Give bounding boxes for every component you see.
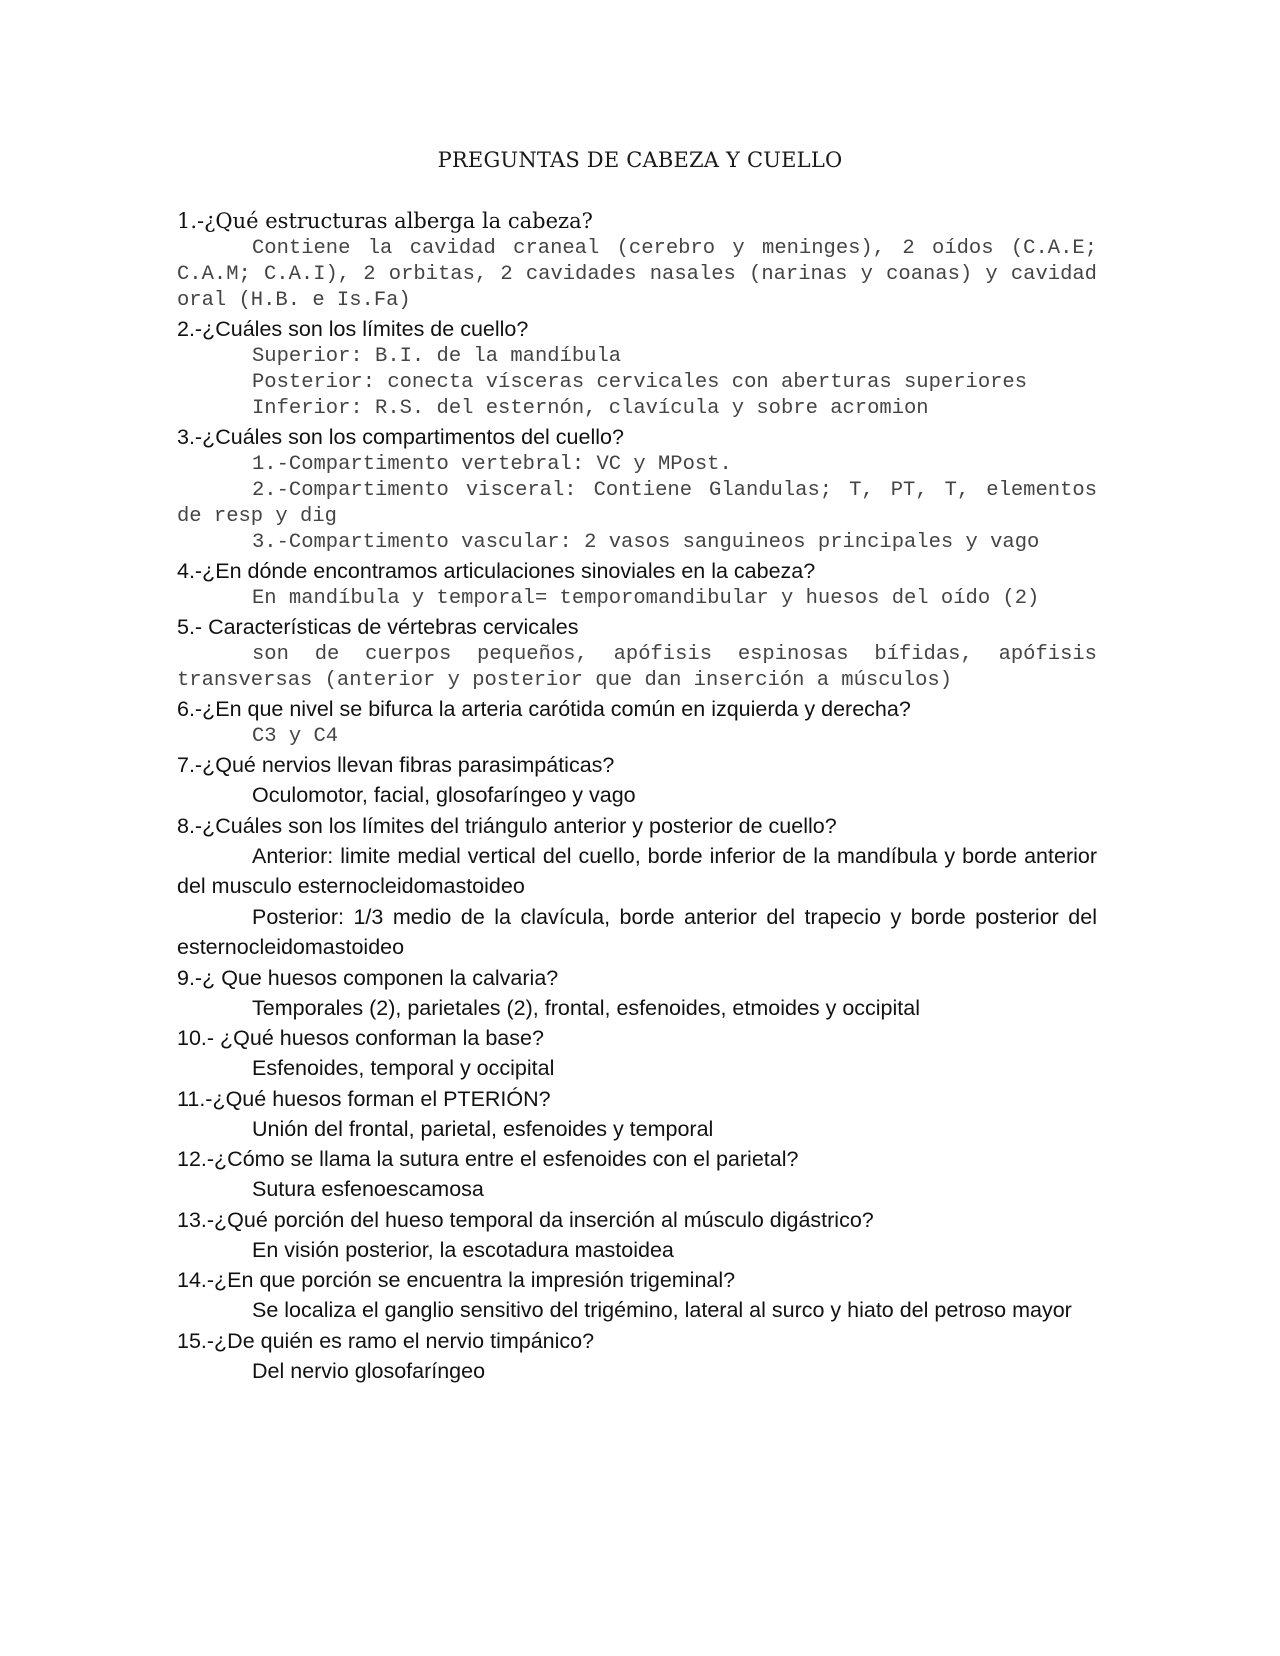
- qa-item-1: [177, 206, 1097, 314]
- question-10: 10.- ¿Qué huesos conforman la base?: [177, 1026, 544, 1050]
- question-5: 5.- Características de vértebras cervicales: [177, 615, 579, 639]
- question-15: 15.-¿De quién es ramo el nervio timpánico?: [177, 1328, 595, 1353]
- question-12: 12.-¿Cómo se llama la sutura entre el esfenoides con el parietal?: [177, 1147, 799, 1171]
- answer-13-1: En visión posterior, la escotadura mastoidea: [252, 1237, 674, 1262]
- qa-item-10: [177, 1023, 1097, 1084]
- qa-item-2: [177, 314, 1097, 422]
- question-3: 3.-¿Cuáles son los compartimentos del cuello?: [177, 425, 624, 449]
- question-6: 6.-¿En que nivel se bifurca la arteria carótida común en izquierda y derecha?: [177, 697, 911, 721]
- answer-11-1: Unión del frontal, parietal, esfenoides y temporal: [252, 1116, 714, 1141]
- answer-6-1: C3 y C4: [252, 725, 339, 748]
- answer-4-1: En mandíbula y temporal= temporomandibular y huesos del oído (2): [252, 587, 1040, 610]
- question-8: 8.-¿Cuáles son los límites del triángulo anterior y posterior de cuello?: [177, 813, 837, 838]
- qa-item-14: [177, 1265, 1097, 1326]
- answer-12-1: Sutura esfenoescamosa: [252, 1177, 484, 1201]
- question-1: 1.-¿Qué estructuras alberga la cabeza?: [177, 209, 593, 233]
- question-14: 14.-¿En que porción se encuentra la impresión trigeminal?: [177, 1268, 736, 1292]
- answer-15-1: Del nervio glosofaríngeo: [252, 1358, 486, 1383]
- qa-list: [177, 206, 1097, 1386]
- document-title: PREGUNTAS DE CABEZA Y CUELLO: [437, 148, 843, 172]
- answer-3-3: 3.-Compartimento vascular: 2 vasos sanguineos principales y vago: [252, 531, 1040, 554]
- qa-item-13: [177, 1205, 1097, 1266]
- qa-item-15: [177, 1326, 1097, 1387]
- answer-9-1: Temporales (2), parietales (2), frontal, esfenoides, etmoides y occipital: [252, 995, 921, 1020]
- answer-14-1: Se localiza el ganglio sensitivo del trigémino, lateral al surco y hiato del petroso mayor: [252, 1298, 1072, 1322]
- question-4: 4.-¿En dónde encontramos articulaciones sinoviales en la cabeza?: [177, 559, 816, 583]
- question-2: 2.-¿Cuáles son los límites de cuello?: [177, 317, 529, 341]
- qa-item-7: [177, 750, 1097, 811]
- question-13: 13.-¿Qué porción del hueso temporal da inserción al músculo digástrico?: [177, 1207, 874, 1232]
- qa-item-6: [177, 694, 1097, 750]
- answer-5-1: son de cuerpos pequeños, apófisis espinosas bífidas, apófisis transversas (anterior y posterior que dan inserción a músculos): [177, 643, 1097, 692]
- answer-2-2: Posterior: conecta vísceras cervicales con aberturas superiores: [252, 371, 1028, 394]
- qa-item-11: [177, 1084, 1097, 1145]
- answer-2-1: Superior: B.I. de la mandíbula: [252, 345, 622, 368]
- answer-1-1: Contiene la cavidad craneal (cerebro y meninges), 2 oídos (C.A.E; C.A.M; C.A.I), 2 orbitas, 2 cavidades nasales (narinas y coanas) y cavidad oral (H.B. e Is.Fa): [177, 237, 1097, 312]
- question-7: 7.-¿Qué nervios llevan fibras parasimpáticas?: [177, 753, 615, 777]
- question-11: 11.-¿Qué huesos forman el PTERIÓN?: [177, 1086, 551, 1111]
- answer-10-1: Esfenoides, temporal y occipital: [252, 1056, 555, 1080]
- answer-3-2: 2.-Compartimento visceral: Contiene Glandulas; T, PT, T, elementos de resp y dig: [177, 479, 1097, 528]
- qa-item-12: [177, 1144, 1097, 1205]
- qa-item-8: [177, 811, 1097, 963]
- qa-item-5: [177, 612, 1097, 694]
- qa-item-3: [177, 422, 1097, 556]
- answer-8-2: Posterior: 1/3 medio de la clavícula, borde anterior del trapecio y borde posterior del esternocleidomastoideo: [177, 904, 1097, 959]
- qa-item-9: [177, 963, 1097, 1024]
- answer-7-1: Oculomotor, facial, glosofaríngeo y vago: [252, 783, 636, 807]
- answer-2-3: Inferior: R.S. del esternón, clavícula y sobre acromion: [252, 397, 929, 420]
- answer-3-1: 1.-Compartimento vertebral: VC y MPost.: [252, 453, 732, 476]
- question-9: 9.-¿ Que huesos componen la calvaria?: [177, 965, 559, 990]
- qa-item-4: [177, 556, 1097, 612]
- answer-8-1: Anterior: limite medial vertical del cuello, borde inferior de la mandíbula y borde anterior del musculo esternocleidomastoideo: [177, 843, 1097, 898]
